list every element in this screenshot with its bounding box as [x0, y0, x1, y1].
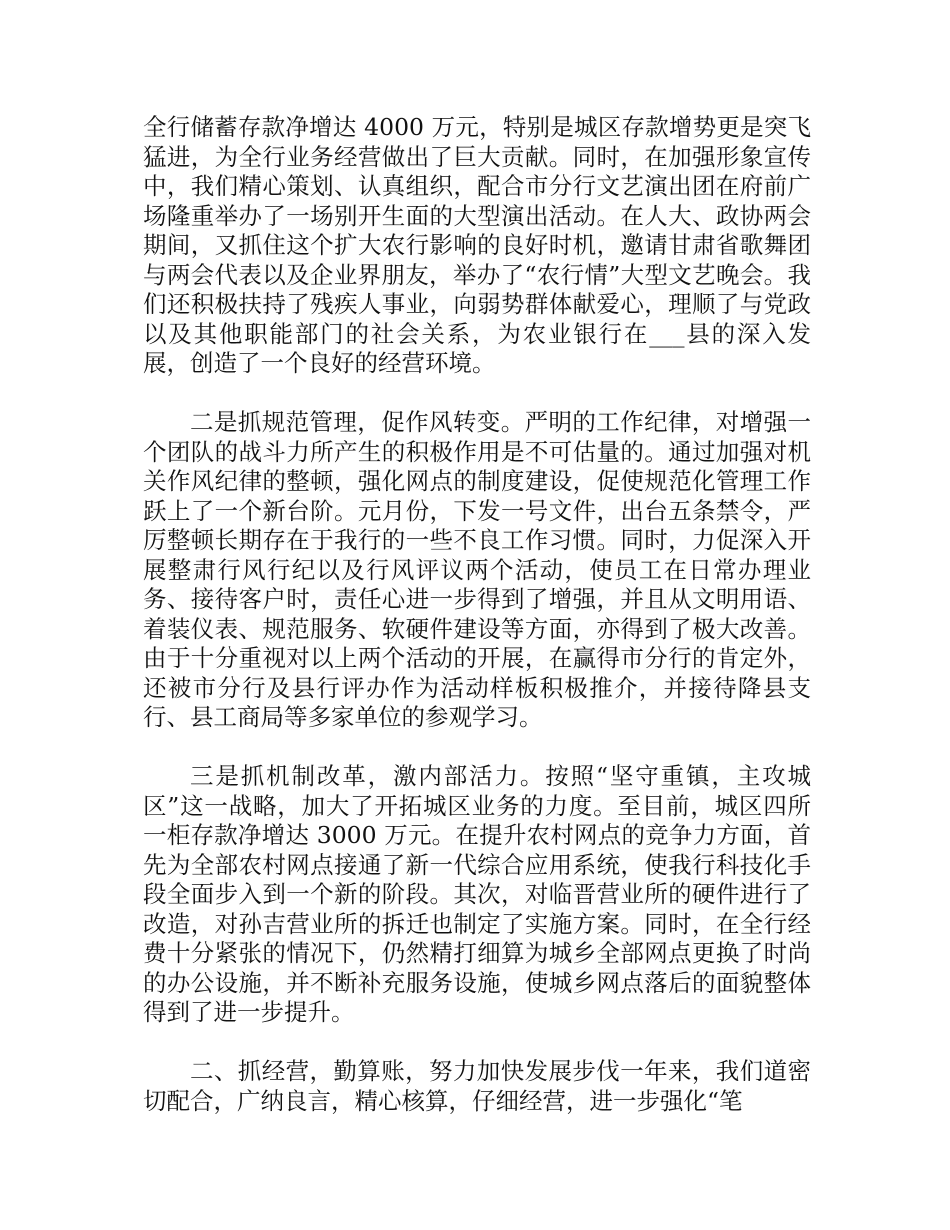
document-body [143, 113, 811, 1146]
paragraph-4: 二、抓经营，勤算账，努力加快发展步伐一年来，我们道密切配合，广纳良言，精心核算，仔细经营，进一步强化“笔 [143, 1057, 811, 1115]
paragraph-3: 三是抓机制改革，激内部活力。按照“坚守重镇，主攻城区”这一战略，加大了开拓城区业务的力度。至目前，城区四所一柜存款净增达 3000 万元。在提升农村网点的竞争力方面，首先为全部农村网点接通了新一代综合应用系统，使我行科技化手段全面步入到一个新的阶段。其次，对临晋营业所的硬件进行了改造，对孙吉营业所的拆迁也制定了实施方案。同时，在全行经费十分紧张的情况下，仍然精打细算为城乡全部网点更换了时尚的办公设施，并不断补充服务设施，使城乡网点落后的面貌整体得到了进一步提升。 [143, 762, 811, 1026]
paragraph-2: 二是抓规范管理，促作风转变。严明的工作纪律，对增强一个团队的战斗力所产生的积极作用是不可估量的。通过加强对机关作风纪律的整顿，强化网点的制度建设，促使规范化管理工作跃上了一个新台阶。元月份，下发一号文件，出台五条禁令，严厉整顿长期存在于我行的一些不良工作习惯。同时，力促深入开展整肃行风行纪以及行风评议两个活动，使员工在日常办理业务、接待客户时，责任心进一步得到了增强，并且从文明用语、着装仪表、规范服务、软硬件建设等方面，亦得到了极大改善。由于十分重视对以上两个活动的开展，在赢得市分行的肯定外，还被市分行及县行评办作为活动样板积极推介，并接待降县支行、县工商局等多家单位的参观学习。 [143, 408, 811, 731]
paragraph-1: 全行储蓄存款净增达 4000 万元，特别是城区存款增势更是突飞猛进，为全行业务经营做出了巨大贡献。同时，在加强形象宣传中，我们精心策划、认真组织，配合市分行文艺演出团在府前广场隆重举办了一场别开生面的大型演出活动。在人大、政协两会期间，又抓住这个扩大农行影响的良好时机，邀请甘肃省歌舞团与两会代表以及企业界朋友，举办了“农行情”大型文艺晚会。我们还积极扶持了残疾人事业，向弱势群体献爱心，理顺了与党政以及其他职能部门的社会关系，为农业银行在___县的深入发展，创造了一个良好的经营环境。 [143, 113, 811, 377]
